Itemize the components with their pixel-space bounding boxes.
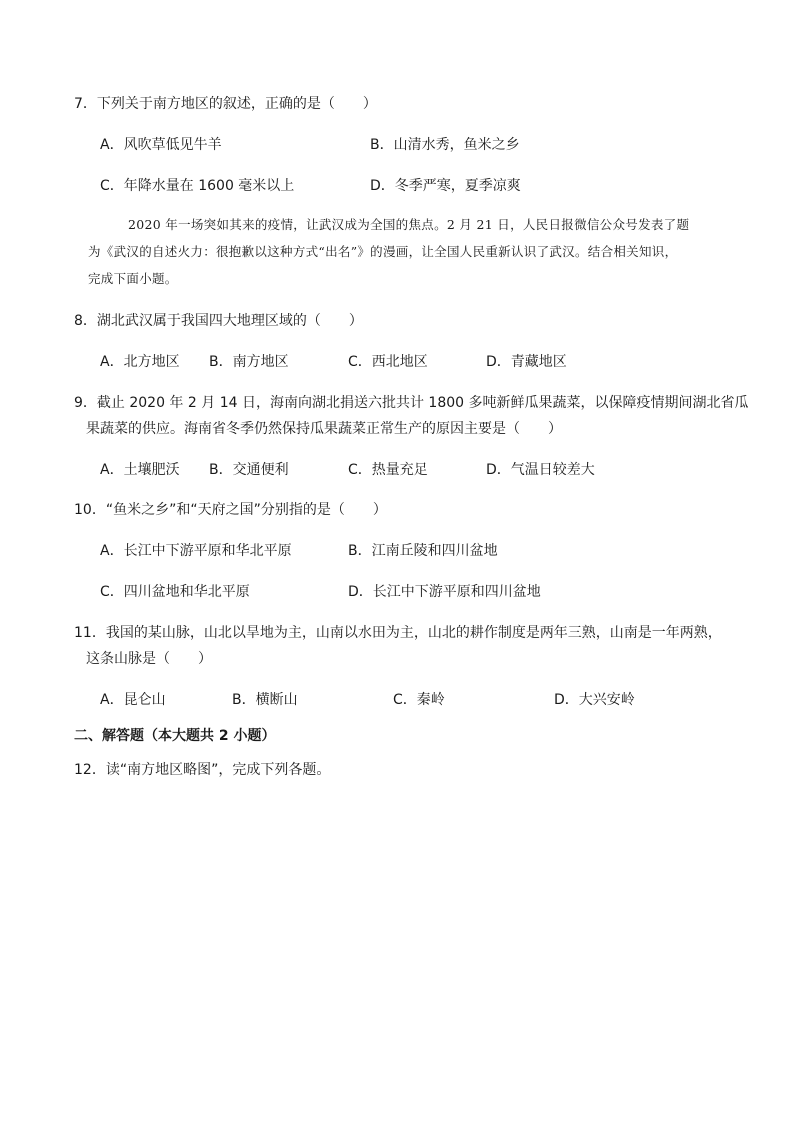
question-7-option-d: D．冬季严寒，夏季凉爽 <box>370 178 521 194</box>
question-11-option-b: B．横断山 <box>232 692 298 708</box>
question-11-option-c: C．秦岭 <box>393 692 445 708</box>
question-9-option-d: D．气温日较差大 <box>486 462 595 478</box>
question-9-option-c: C．热量充足 <box>348 462 428 478</box>
section-2-heading: 二、解答题（本大题共 2 小题） <box>74 728 276 744</box>
question-10-option-b: B．江南丘陵和四川盆地 <box>348 543 498 559</box>
question-8-option-d: D．青藏地区 <box>486 354 567 370</box>
question-7-option-c: C．年降水量在 1600 毫米以上 <box>100 178 295 194</box>
question-10-option-c: C．四川盆地和华北平原 <box>100 584 250 600</box>
question-12-stem: 12．读“南方地区略图”，完成下列各题。 <box>74 762 331 778</box>
passage-line-2: 为《武汉的自述火力：很抱歉以这种方式“出名”》的漫画，让全国人民重新认识了武汉。结合相关知识， <box>88 244 678 259</box>
question-10-option-a: A．长江中下游平原和华北平原 <box>100 543 292 559</box>
question-7-option-b: B．山清水秀，鱼米之乡 <box>370 137 520 153</box>
question-9-option-a: A．土壤肥沃 <box>100 462 180 478</box>
passage-line-1: 2020 年一场突如其来的疫情，让武汉成为全国的焦点。2 月 21 日，人民日报微信公众号发表了题 <box>128 217 690 232</box>
question-9-stem-line-1: 9．截止 2020 年 2 月 14 日，海南向湖北捐送六批共计 1800 多吨新鲜瓜果蔬菜，以保障疫情期间湖北省瓜 <box>74 395 749 411</box>
question-8-option-c: C．西北地区 <box>348 354 428 370</box>
question-8-option-a: A．北方地区 <box>100 354 180 370</box>
question-11-option-a: A．昆仑山 <box>100 692 166 708</box>
question-9-option-b: B．交通便利 <box>209 462 289 478</box>
question-11-option-d: D．大兴安岭 <box>554 692 635 708</box>
question-7-option-a: A．风吹草低见牛羊 <box>100 137 222 153</box>
question-11-stem-line-2: 这条山脉是（ ） <box>86 651 212 667</box>
question-9-stem-line-2: 果蔬菜的供应。海南省冬季仍然保持瓜果蔬菜正常生产的原因主要是（ ） <box>86 421 562 437</box>
question-7-stem: 7．下列关于南方地区的叙述，正确的是（ ） <box>74 96 377 112</box>
passage-line-3: 完成下面小题。 <box>88 271 178 286</box>
question-8-option-b: B．南方地区 <box>209 354 289 370</box>
question-11-stem-line-1: 11．我国的某山脉，山北以旱地为主，山南以水田为主，山北的耕作制度是两年三熟，山南是一年两熟， <box>74 625 722 641</box>
question-8-stem: 8．湖北武汉属于我国四大地理区域的（ ） <box>74 313 363 329</box>
question-10-option-d: D．长江中下游平原和四川盆地 <box>348 584 541 600</box>
question-10-stem: 10．“鱼米之乡”和“天府之国”分别指的是（ ） <box>74 502 387 518</box>
